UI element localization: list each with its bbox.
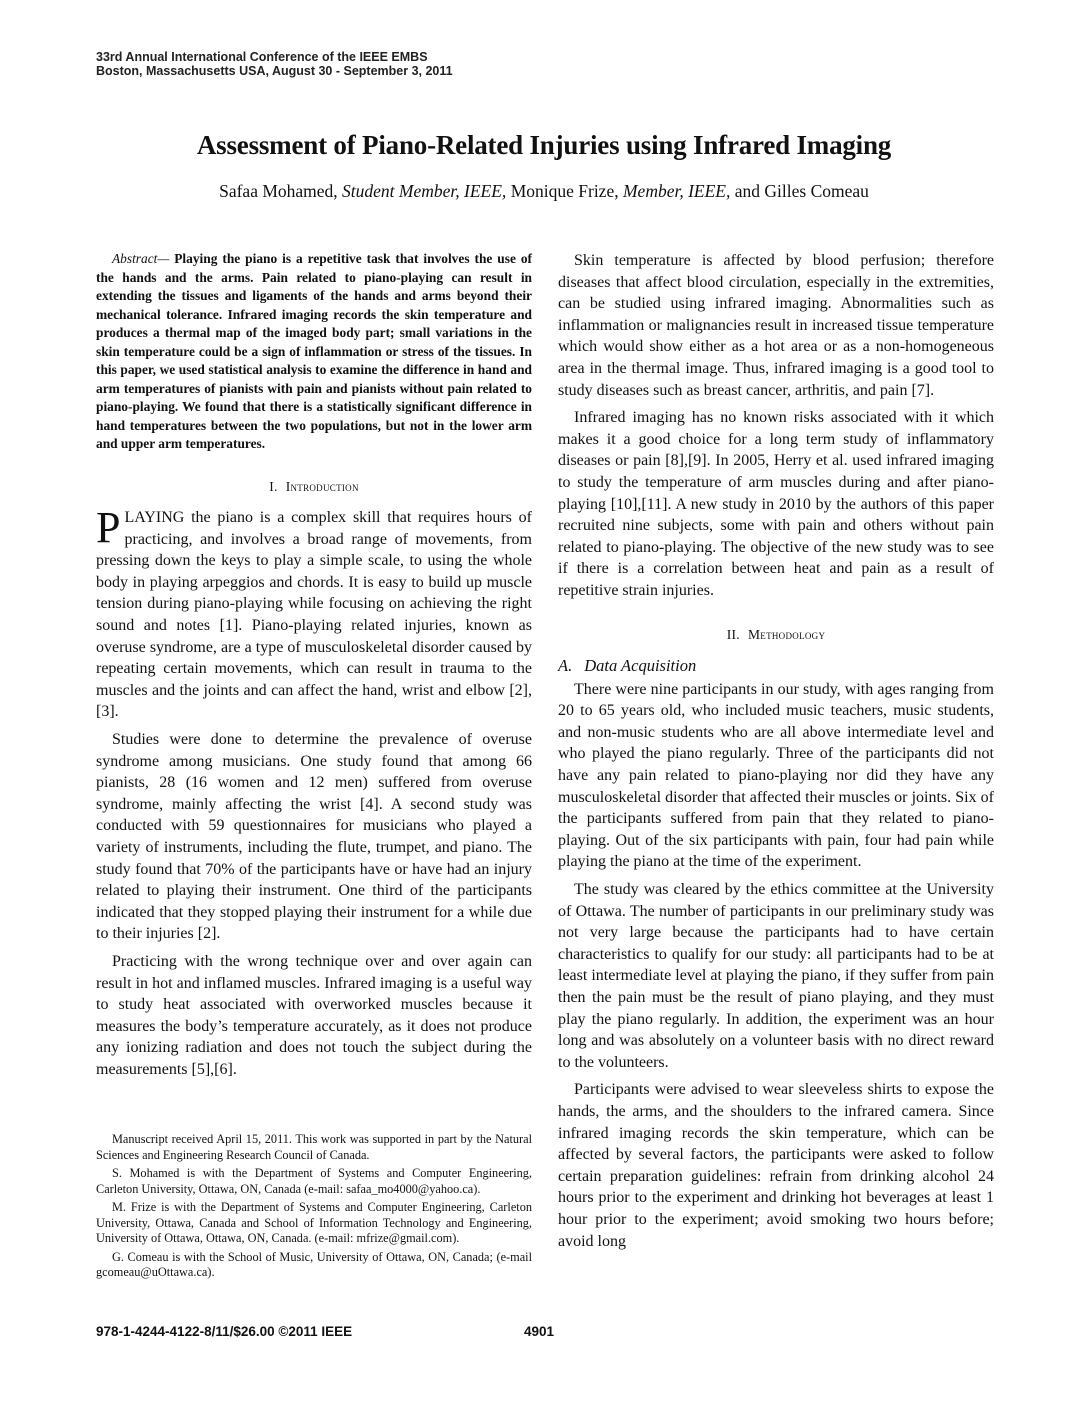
section-title: Methodology bbox=[747, 626, 826, 642]
conference-header bbox=[96, 50, 453, 78]
method-paragraph-3: Participants were advised to wear sleeveless shirts to expose the hands, the arms, and the shoulders to the infrared camera. Since infrared imaging records the skin temperature, which can be affected by several factors, the participants were asked to follow certain preparation guidelines: refrain from drinking alcohol 24 hours prior to the experiment and drinking hot beverages at least 1 hour prior to the experiment; avoid smoking two hours before; avoid long bbox=[558, 1081, 994, 1250]
intro-paragraph-3: Practicing with the wrong technique over and over again can result in hot and inflamed muscles. Infrared imaging is a useful way to study heat associated with overworked muscles because it measures the body’s temperature accurately, as it does not produce any ionizing radiation and does not touch the subject during the measurements [5],[6]. bbox=[96, 952, 532, 1078]
author-1-role: Student Member, IEEE, bbox=[342, 181, 507, 201]
conference-line-1: 33rd Annual International Conference of the IEEE EMBS bbox=[96, 50, 428, 64]
intro-paragraph-1 bbox=[96, 503, 532, 723]
author-3: and Gilles Comeau bbox=[730, 181, 869, 201]
drop-cap: P bbox=[96, 503, 121, 553]
section-title: Introduction bbox=[285, 478, 359, 494]
footnote-author-3: G. Comeau is with the School of Music, University of Ottawa, ON, Canada; (e-mail gcomeau@uOttawa.ca). bbox=[96, 1249, 532, 1279]
isbn-copyright: 978-1-4244-4122-8/11/$26.00 ©2011 IEEE bbox=[96, 1324, 353, 1339]
author-2: Monique Frize, bbox=[506, 181, 623, 201]
section-number: I. bbox=[269, 478, 278, 494]
abstract-lead: Abstract— bbox=[112, 251, 170, 266]
method-paragraph-2: The study was cleared by the ethics committee at the University of Ottawa. The number of participants in our preliminary study was not very large because the participants had to have certain characteristics to qualify for our study: all participants had to be at least intermediate level at playing the piano, if they suffer from pain then the pain must be the result of piano playing, and they must play the piano regularly. In addition, the experiment was an hour long and was absolutely on a volunteer basis with no direct reward to the volunteers. bbox=[558, 881, 994, 1071]
abstract-text: Playing the piano is a repetitive task that involves the use of the hands and the arms. Pain related to piano-playing can result in extending the tissues and ligaments of the hands and arms beyond their mechanical tolerance. Infrared imaging records the skin temperature and produces a thermal map of the imaged body part; small variations in the skin temperature could be a sign of inflammation or stress of the tissues. In this paper, we used statistical analysis to examine the difference in hand and arm temperatures of pianists with pain and pianists without pain related to piano-playing. We found that there is a statistically significant difference in hand temperatures between the two populations, but not in the lower arm and upper arm temperatures. bbox=[96, 251, 532, 451]
footnote-manuscript: Manuscript received April 15, 2011. This work was supported in part by the Natural Sciences and Engineering Research Council of Canada. bbox=[96, 1132, 532, 1162]
author-2-role: Member, IEEE, bbox=[622, 181, 731, 201]
section-number: II. bbox=[726, 626, 740, 642]
footnotes bbox=[96, 1132, 532, 1284]
paper-title: Assessment of Piano-Related Injuries using Infrared Imaging bbox=[196, 130, 892, 160]
left-column bbox=[96, 250, 532, 1087]
author-list bbox=[0, 181, 1088, 202]
subsection-number: A. bbox=[558, 656, 573, 676]
intro-paragraph-2: Studies were done to determine the prevalence of overuse syndrome among musicians. One study found that among 66 pianists, 28 (16 women and 12 men) suffered from overuse syndrome, mainly affecting the wrist [4]. A second study was conducted with 59 questionnaires for musicians who played a variety of instruments, including the flute, trumpet, and piano. The study found that 70% of the participants have or have had an injury related to playing their instrument. One third of the participants indicated that they stopped playing their instrument for a while due to their injuries [2]. bbox=[96, 731, 532, 943]
subsection-title: Data Acquisition bbox=[584, 656, 697, 676]
footnote-author-2: M. Frize is with the Department of Systems and Computer Engineering, Carleton University, Ottawa, Canada and School of Information Technology and Engineering, University of Ottawa, Ottawa, ON, Canada. (e-mail: mfrize@gmail.com). bbox=[96, 1200, 532, 1245]
intro-paragraph-1-text: LAYING the piano is a complex skill that requires hours of practicing, and involves a broad range of movements, from pressing down the keys to play a simple scale, to using the whole body in playing arpeggios and chords. It is easy to build up muscle tension during piano-playing while focusing on achieving the right sound and notes [1]. Piano-playing related injuries, known as overuse syndrome, are a type of musculoskeletal disorder caused by repeating certain movements, which can result in trauma to the muscles and the joints and can affect the hand, wrist and elbow [2],[3]. bbox=[96, 509, 532, 721]
section-heading-introduction bbox=[96, 476, 532, 498]
intro-paragraph-5: Infrared imaging has no known risks associated with it which makes it a good choice for a long term study of inflammatory diseases or pain [8],[9]. In 2005, Herry et al. used infrared imaging to study the temperature of arm muscles during and after piano-playing [10],[11]. A new study in 2010 by the authors of this paper recruited nine subjects, some with pain and others without pain related to piano-playing. The objective of the new study was to see if there is a correlation between heat and pain as a result of repetitive strain injuries. bbox=[558, 409, 994, 599]
subsection-heading-data-acquisition bbox=[558, 655, 994, 677]
method-paragraph-1: There were nine participants in our study, with ages ranging from 20 to 65 years old, who included music teachers, music students, and non-music students who are all above intermediate level and who played the piano regularly. Three of the participants did not have any pain related to piano-playing nor did they have any musculoskeletal disorder that affected their muscles or joints. Six of the participants suffered from pain that they related to piano-playing. Out of the six participants with pain, four had pain while playing the piano at the time of the experiment. bbox=[558, 680, 994, 871]
section-heading-methodology bbox=[558, 624, 994, 646]
conference-line-2: Boston, Massachusetts USA, August 30 - September 3, 2011 bbox=[96, 64, 453, 78]
page-number: 4901 bbox=[524, 1324, 555, 1339]
intro-paragraph-4: Skin temperature is affected by blood perfusion; therefore diseases that affect blood circulation, especially in the extremities, can be studied using infrared imaging. Abnormalities such as inflammation or malignancies result in increased tissue temperature which would show either as a hot area or as a non-homogeneous area in the thermal image. Thus, infrared imaging is a good tool to study diseases such as breast cancer, arthritis, and pain [7]. bbox=[558, 252, 994, 399]
author-1: Safaa Mohamed, bbox=[219, 181, 343, 201]
abstract bbox=[96, 250, 532, 454]
footnote-author-1: S. Mohamed is with the Department of Systems and Computer Engineering, Carleton University, Ottawa, ON, Canada (e-mail: safaa_mo4000@yahoo.ca). bbox=[96, 1166, 532, 1196]
right-column bbox=[558, 250, 994, 1258]
